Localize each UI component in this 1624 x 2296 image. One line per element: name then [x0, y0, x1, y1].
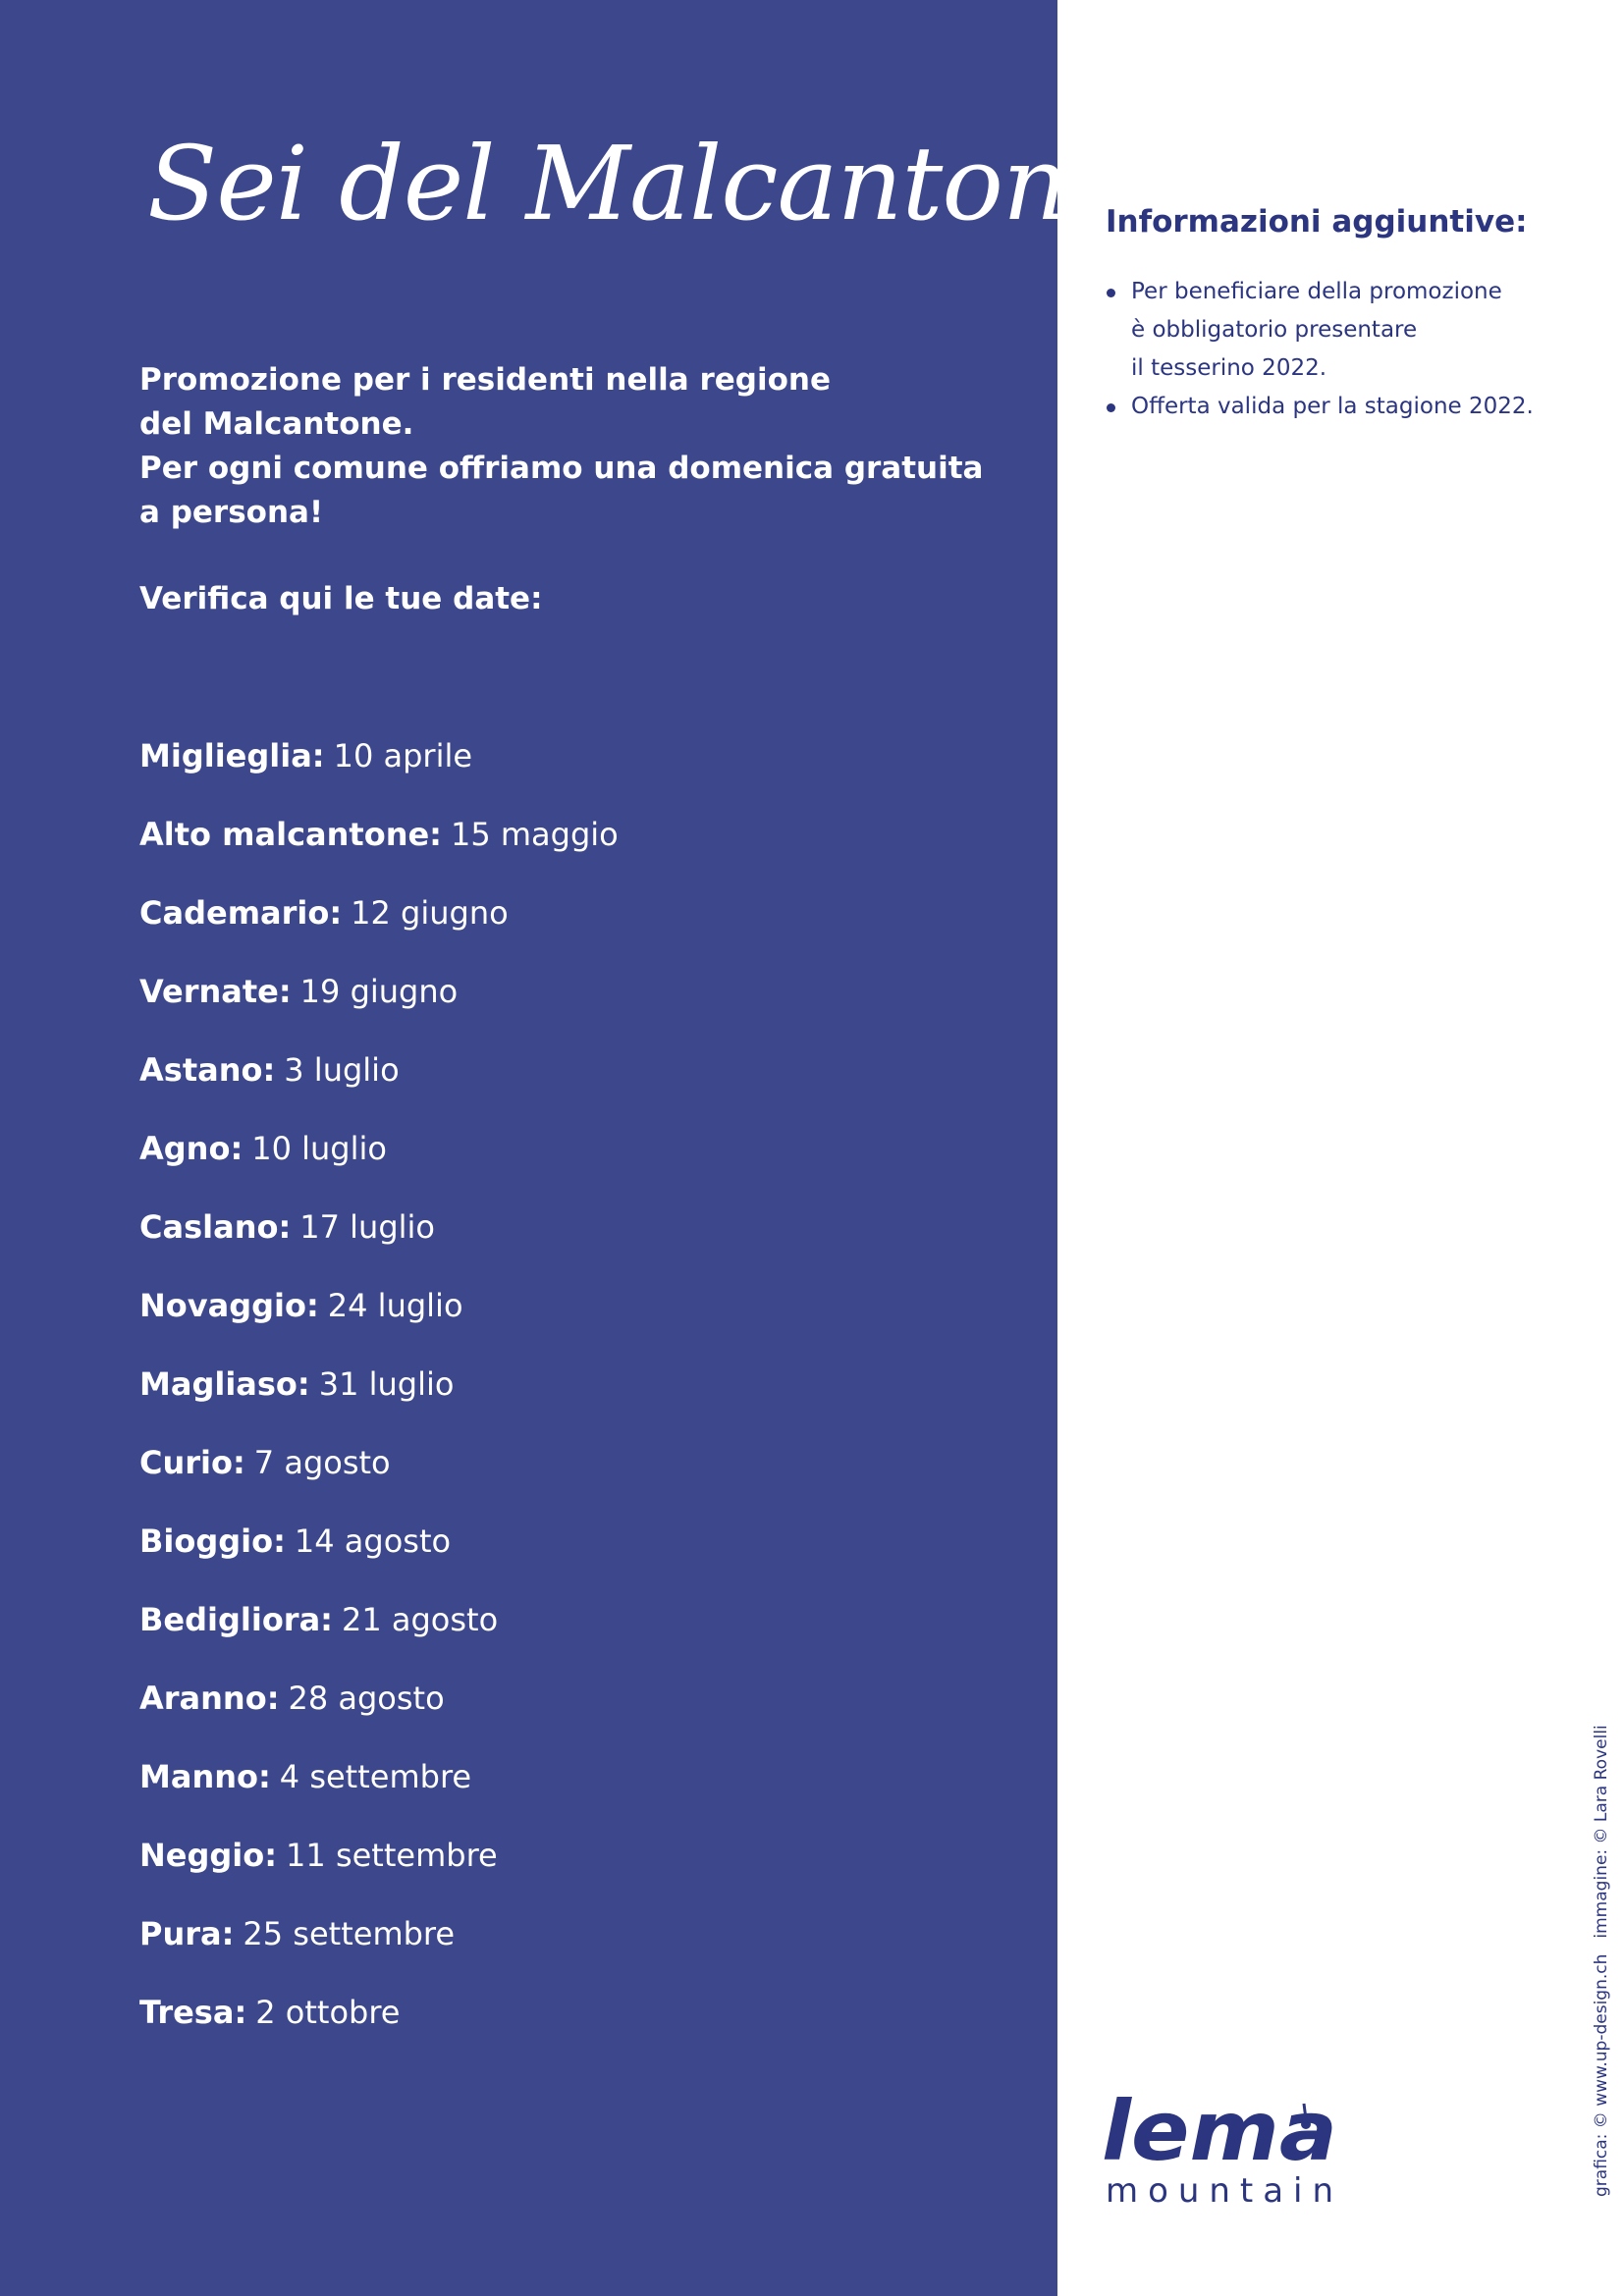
page-title: Sei del Malcantone? — [147, 124, 1181, 243]
free-date: 14 agosto — [294, 1522, 452, 1560]
town-name: Agno: — [139, 1130, 244, 1167]
logo-brand: lema — [1102, 2086, 1337, 2179]
town-name: Aranno: — [139, 1680, 280, 1717]
date-row — [139, 1910, 1003, 1989]
date-row — [139, 1518, 1003, 1596]
town-name: Bioggio: — [139, 1522, 286, 1560]
town-name: Caslano: — [139, 1208, 292, 1246]
free-date: 25 settembre — [243, 1915, 456, 1952]
promo-line: del Malcantone. — [139, 406, 414, 442]
credit-immagine: immagine: © Lara Rovelli — [1592, 1725, 1611, 1939]
credit-grafica: grafica: © www.up-design.ch — [1592, 1953, 1611, 2197]
promo-line: Per ogni comune offriamo una domenica gratuita — [139, 451, 984, 486]
info-title: Informazioni aggiuntive: — [1106, 204, 1528, 240]
date-row — [139, 811, 1003, 889]
lema-mountain-logo — [1102, 2086, 1347, 2206]
logo-tagline: mountain — [1106, 2171, 1333, 2206]
town-name: Miglieglia: — [139, 737, 325, 774]
town-name: Novaggio: — [139, 1287, 319, 1324]
date-row — [139, 1203, 1003, 1282]
town-name: Astano: — [139, 1051, 276, 1089]
info-line: Per beneficiare della promozione — [1131, 279, 1502, 304]
free-date: 17 luglio — [299, 1208, 435, 1246]
date-row — [139, 1596, 1003, 1675]
date-row — [139, 1046, 1003, 1125]
free-date: 10 luglio — [251, 1130, 387, 1167]
town-name: Curio: — [139, 1444, 245, 1481]
bullet-icon — [1107, 403, 1115, 412]
credits — [1591, 1725, 1612, 2197]
date-row — [139, 732, 1003, 811]
free-date: 11 settembre — [286, 1837, 498, 1874]
town-name: Manno: — [139, 1758, 271, 1795]
date-row — [139, 1439, 1003, 1518]
free-date: 15 maggio — [450, 816, 619, 853]
free-date: 2 ottobre — [255, 1994, 401, 2031]
free-date: 7 agosto — [253, 1444, 391, 1481]
town-name: Alto malcantone: — [139, 816, 442, 853]
free-date: 19 giugno — [299, 973, 459, 1010]
town-name: Vernate: — [139, 973, 292, 1010]
free-date: 4 settembre — [279, 1758, 472, 1795]
info-item — [1106, 388, 1597, 426]
info-line: è obbligatorio presentare — [1131, 317, 1418, 343]
date-row — [139, 1125, 1003, 1203]
free-date: 12 giugno — [351, 894, 509, 932]
dates-list — [139, 732, 1003, 2067]
date-row — [139, 1989, 1003, 2067]
town-name: Bedigliora: — [139, 1601, 333, 1638]
info-item — [1106, 273, 1597, 388]
town-name: Tresa: — [139, 1994, 247, 2031]
date-row — [139, 1361, 1003, 1439]
town-name: Magliaso: — [139, 1365, 310, 1403]
free-date: 31 luglio — [318, 1365, 455, 1403]
date-row — [139, 1832, 1003, 1910]
promo-line: Promozione per i residenti nella regione — [139, 362, 831, 398]
promo-text — [139, 358, 1003, 535]
info-list — [1106, 273, 1597, 426]
free-date: 10 aprile — [333, 737, 473, 774]
town-name: Cademario: — [139, 894, 343, 932]
verify-label: Verifica qui le tue date: — [139, 581, 543, 616]
town-name: Pura: — [139, 1915, 235, 1952]
free-date: 28 agosto — [288, 1680, 445, 1717]
promo-line: a persona! — [139, 495, 324, 530]
free-date: 24 luglio — [327, 1287, 463, 1324]
info-line: Offerta valida per la stagione 2022. — [1131, 394, 1534, 419]
town-name: Neggio: — [139, 1837, 278, 1874]
date-row — [139, 1675, 1003, 1753]
free-date: 3 luglio — [284, 1051, 400, 1089]
date-row — [139, 968, 1003, 1046]
date-row — [139, 1282, 1003, 1361]
info-line: il tesserino 2022. — [1131, 355, 1327, 381]
date-row — [139, 1753, 1003, 1832]
bullet-icon — [1107, 289, 1115, 297]
free-date: 21 agosto — [341, 1601, 499, 1638]
date-row — [139, 889, 1003, 968]
